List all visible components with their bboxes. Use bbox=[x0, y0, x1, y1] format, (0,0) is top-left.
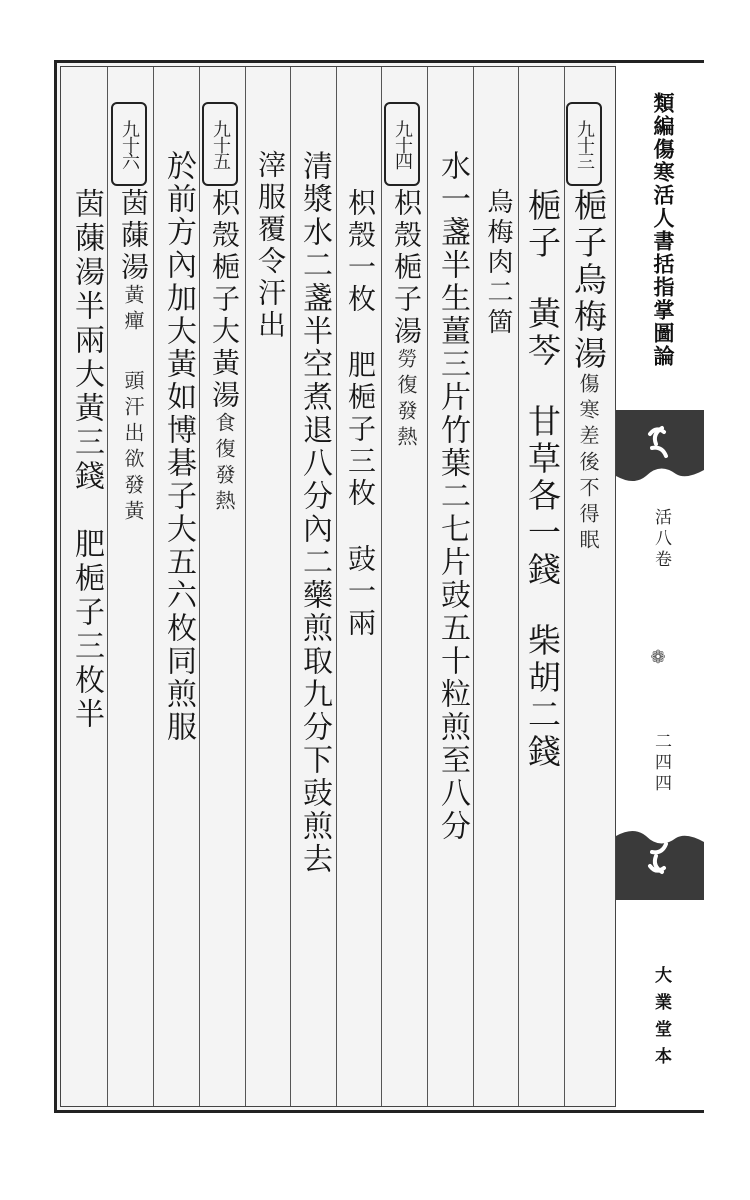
entry-93-ingredients-2: 烏梅肉二箇 bbox=[483, 188, 513, 338]
entry-96-note: 黃癉 bbox=[121, 284, 145, 336]
column-rule bbox=[107, 67, 108, 1106]
entry-96-title: 茵蔯湯黃癉頭汗出欲發黃 bbox=[117, 188, 150, 526]
publisher-label: 大業堂本 bbox=[651, 966, 671, 1074]
entry-93-title: 梔子烏梅湯傷寒差後不得眠 bbox=[569, 188, 608, 555]
column-rule bbox=[427, 67, 428, 1106]
column-rule bbox=[564, 67, 565, 1106]
column-rule bbox=[153, 67, 154, 1106]
column-rule bbox=[245, 67, 246, 1106]
column-rule bbox=[473, 67, 474, 1106]
entry-number-95: 九十五 bbox=[202, 102, 238, 186]
entry-95-method: 於前方內加大黃如博碁子大五六枚同煎服 bbox=[161, 150, 196, 744]
flower-ornament-icon: ❁ bbox=[650, 647, 666, 668]
entry-94-method-2: 滓服覆令汗出 bbox=[254, 150, 287, 342]
column-rule bbox=[381, 67, 382, 1106]
entry-96-ingredients: 茵蔯湯半兩大黃三錢肥梔子三枚半 bbox=[69, 188, 104, 732]
column-rule bbox=[336, 67, 337, 1106]
entry-95-title: 枳殼梔子大黃湯食復發熱 bbox=[208, 188, 241, 516]
fishtail-lower-icon bbox=[616, 820, 704, 912]
column-rule bbox=[518, 67, 519, 1106]
entry-94-title: 枳殼梔子湯勞復發熱 bbox=[390, 188, 423, 452]
column-rule bbox=[290, 67, 291, 1106]
entry-number-93: 九十三 bbox=[566, 102, 602, 186]
entry-93-note: 傷寒差後不得眠 bbox=[576, 373, 600, 555]
entry-number-94: 九十四 bbox=[384, 102, 420, 186]
page-number: 二四四 bbox=[651, 732, 671, 795]
entry-95-note: 食復發熱 bbox=[212, 412, 236, 516]
entry-93-ingredients: 梔子黃芩甘草各一錢柴胡二錢 bbox=[523, 188, 562, 771]
entry-96-note-2: 頭汗出欲發黃 bbox=[121, 370, 145, 526]
entry-93-method: 水一盞半生薑三片竹葉二七片豉五十粒煎至八分 bbox=[435, 150, 470, 843]
entry-94-note: 勞復發熱 bbox=[394, 348, 418, 452]
entry-94-method: 清漿水二盞半空煮退八分內二藥煎取九分下豉煎去 bbox=[297, 150, 332, 876]
volume-label: 活八卷 bbox=[651, 508, 671, 571]
book-title: 類編傷寒活人書括指掌圖論 bbox=[651, 92, 675, 368]
column-rule bbox=[199, 67, 200, 1106]
entry-94-ingredients: 枳殼一枚肥梔子三枚豉一兩 bbox=[344, 188, 377, 640]
entry-number-96: 九十六 bbox=[111, 102, 147, 186]
fishtail-upper-icon bbox=[616, 400, 704, 490]
